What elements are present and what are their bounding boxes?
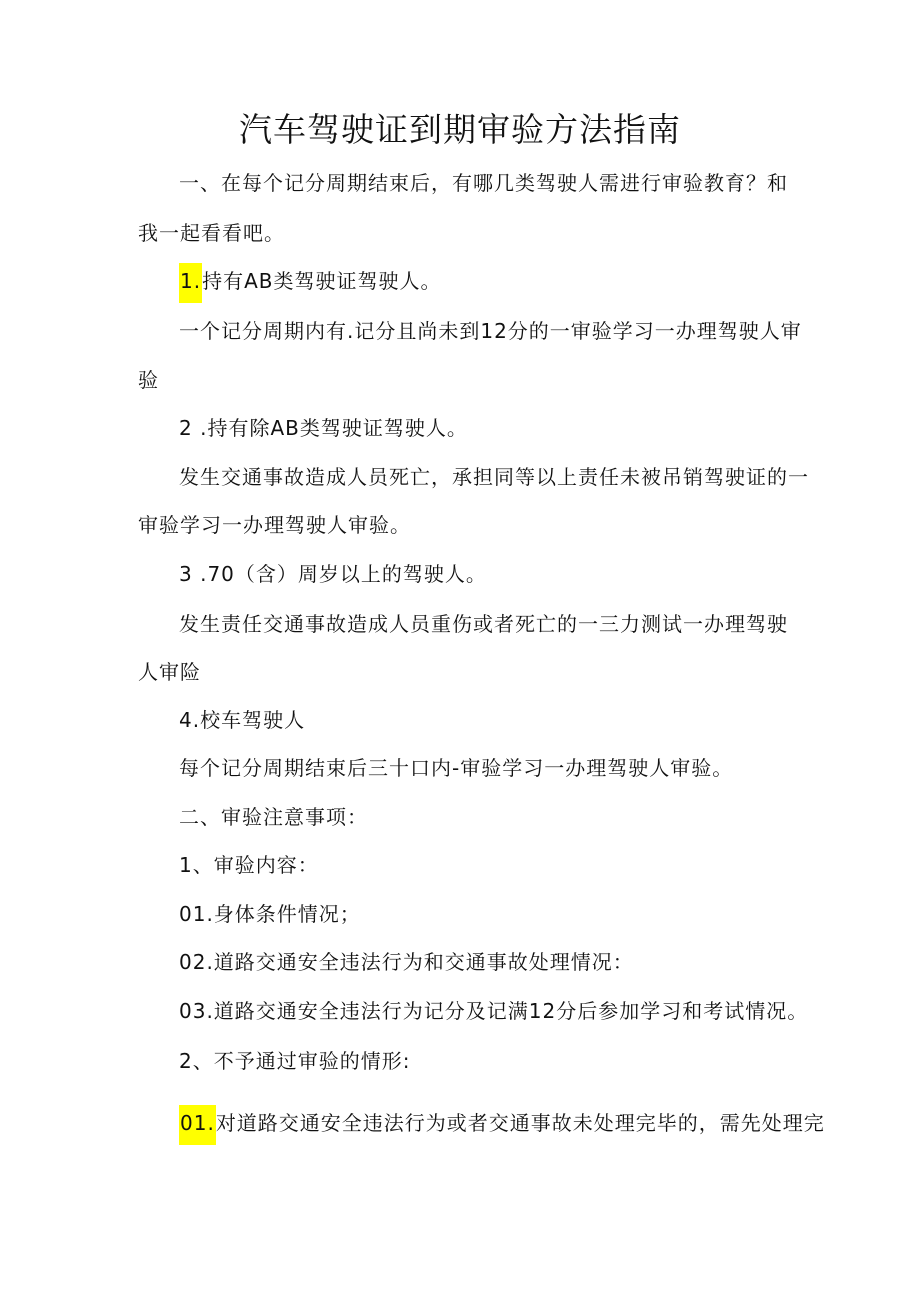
item1-desc-line1: 一个记分周期内有.记分且尚未到12分的一审验学习一办理驾驶人审 <box>179 319 802 343</box>
section2-heading: 二、审验注意事项： <box>179 805 368 829</box>
item1-text: 持有AB类驾驶证驾驶人。 <box>202 269 442 293</box>
item4-desc: 每个记分周期结束后三十口内-审验学习一办理驾驶人审验。 <box>179 756 734 780</box>
item3-desc-line1: 发生责任交通事故造成人员重伤或者死亡的一三力测试一办理驾驶 <box>179 612 788 636</box>
sub2-item1 <box>179 1109 825 1137</box>
sub1-item3: 03.道路交通安全违法行为记分及记满12分后参加学习和考试情况。 <box>179 999 809 1023</box>
sub1-item1: 01.身体条件情况； <box>179 902 361 926</box>
sub2-item1-text: 对道路交通安全违法行为或者交通事故未处理完毕的，需先处理完 <box>215 1111 825 1135</box>
sub1-heading: 1、审验内容： <box>179 853 319 877</box>
sub2-heading: 2、不予通过审验的情形: <box>179 1049 411 1073</box>
item1-number-highlight: 1. <box>179 263 202 303</box>
item3-desc-line2: 人审险 <box>138 660 201 684</box>
item2-heading: 2 .持有除AB类驾驶证驾驶人。 <box>179 416 468 440</box>
sub2-item1-number-highlight: 01. <box>179 1105 216 1145</box>
item4-heading: 4.校车驾驶人 <box>179 708 306 732</box>
section1-heading-line2: 我一起看看吧。 <box>138 221 285 245</box>
item2-desc-line1: 发生交通事故造成人员死亡，承担同等以上责任未被吊销驾驶证的一 <box>179 465 809 489</box>
item1-desc-line2: 验 <box>138 368 159 392</box>
item3-heading: 3 .70（含）周岁以上的驾驶人。 <box>179 562 487 586</box>
section1-heading-line1: 一、在每个记分周期结束后，有哪几类驾驶人需进行审验教育？和 <box>179 171 788 195</box>
item1-heading <box>179 267 442 295</box>
item2-desc-line2: 审验学习一办理驾驶人审验。 <box>138 513 411 537</box>
sub1-item2: 02.道路交通安全违法行为和交通事故处理情况： <box>179 950 634 974</box>
document-title: 汽车驾驶证到期审验方法指南 <box>239 110 681 149</box>
